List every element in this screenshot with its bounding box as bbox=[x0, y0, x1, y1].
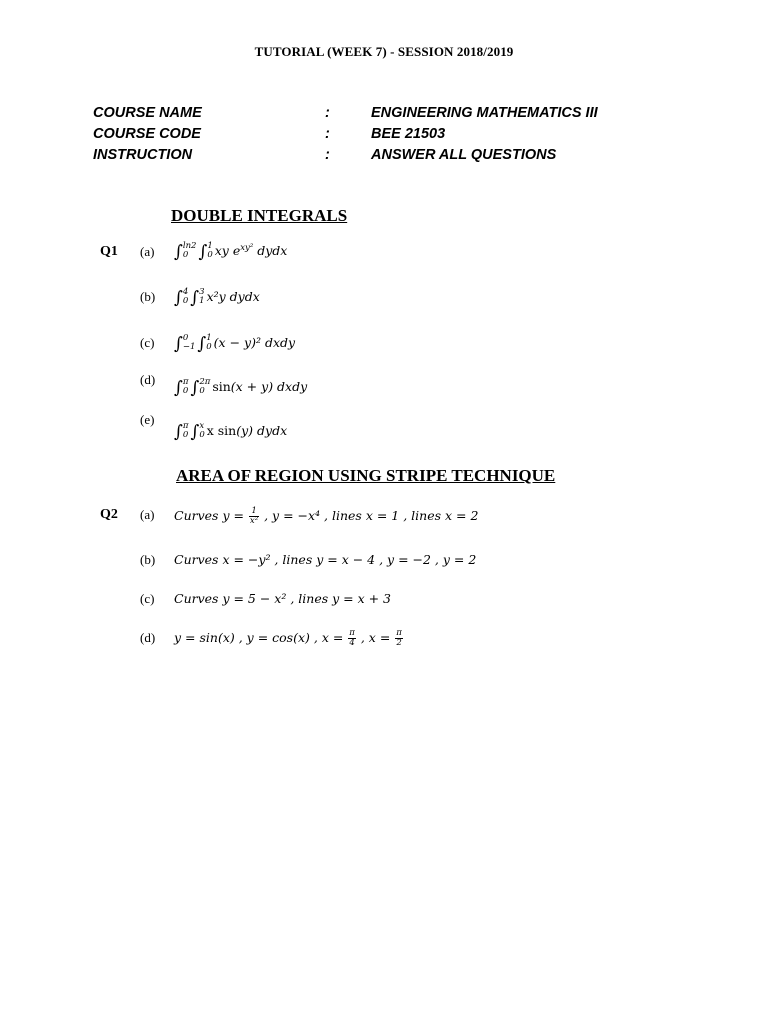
upper-limit: 2π bbox=[199, 376, 211, 387]
info-label: INSTRUCTION bbox=[93, 147, 193, 163]
question-number: Q2 bbox=[100, 507, 118, 522]
numerator: π bbox=[349, 628, 355, 638]
lower-limit: 0 bbox=[206, 341, 212, 352]
integral-sign: ∫ bbox=[190, 288, 200, 308]
region-expression-c: Curves y = 5 − x² , lines y = x + 3 bbox=[174, 591, 392, 606]
part-label: (d) bbox=[140, 372, 156, 387]
lower-limit: 0 bbox=[199, 429, 205, 440]
info-value: ANSWER ALL QUESTIONS bbox=[371, 147, 557, 163]
info-colon: : bbox=[325, 147, 330, 163]
fraction bbox=[348, 629, 356, 648]
integral-sign: ∫ bbox=[198, 242, 208, 262]
info-value: ENGINEERING MATHEMATICS III bbox=[371, 105, 598, 121]
numerator: 1 bbox=[249, 507, 259, 517]
part-label: (c) bbox=[140, 591, 155, 606]
denominator: 4 bbox=[349, 638, 355, 648]
info-label: COURSE NAME bbox=[93, 105, 202, 121]
expression-text: Curves y = bbox=[174, 508, 248, 523]
integral-expression-a bbox=[174, 240, 287, 261]
part-label: (a) bbox=[140, 244, 155, 259]
section-title-double-integrals: DOUBLE INTEGRALS bbox=[171, 206, 348, 225]
region-expression-d bbox=[174, 629, 404, 648]
integrand: x²y dydx bbox=[206, 289, 260, 304]
lower-limit: 0 bbox=[182, 249, 189, 260]
expression-text: y = sin(x) , y = cos(x) , x = bbox=[174, 630, 348, 645]
integral-expression-b bbox=[174, 286, 260, 307]
section-title-area-of-region: AREA OF REGION USING STRIPE TECHNIQUE bbox=[176, 466, 556, 485]
integral-sign: ∫ bbox=[174, 422, 183, 442]
integrand: (x − y)² dxdy bbox=[213, 335, 296, 350]
lower-limit: 0 bbox=[182, 385, 189, 396]
integral-sign: ∫ bbox=[174, 334, 183, 354]
upper-limit: 0 bbox=[182, 332, 189, 343]
info-colon: : bbox=[325, 126, 330, 142]
info-row-course-name bbox=[93, 105, 733, 125]
expression-text: , y = −x⁴ , lines x = 1 , lines x = 2 bbox=[260, 508, 479, 523]
function-name: x sin bbox=[206, 423, 237, 438]
differential: dydx bbox=[253, 243, 288, 258]
function-name: sin bbox=[212, 379, 231, 394]
fraction bbox=[395, 629, 403, 648]
info-row-instruction bbox=[93, 147, 733, 167]
exponent: xy² bbox=[240, 243, 254, 253]
denominator: x² bbox=[249, 516, 259, 526]
region-expression-a bbox=[174, 507, 478, 526]
lower-limit: −1 bbox=[182, 341, 196, 352]
upper-limit: 4 bbox=[182, 286, 189, 297]
part-label: (b) bbox=[140, 552, 156, 567]
part-label: (e) bbox=[140, 412, 155, 427]
integral-sign: ∫ bbox=[190, 378, 200, 398]
integral-sign: ∫ bbox=[190, 422, 200, 442]
info-colon: : bbox=[325, 105, 330, 121]
integrand: (y) dydx bbox=[236, 423, 288, 438]
fraction bbox=[249, 507, 259, 526]
question-number: Q1 bbox=[100, 244, 118, 259]
upper-limit: x bbox=[199, 420, 205, 431]
integrand: (x + y) dxdy bbox=[230, 379, 308, 394]
part-label: (d) bbox=[140, 630, 156, 645]
part-label: (c) bbox=[140, 335, 155, 350]
part-label: (b) bbox=[140, 289, 156, 304]
info-row-course-code bbox=[93, 126, 733, 146]
integral-expression-c bbox=[174, 332, 295, 353]
numerator: π bbox=[396, 628, 402, 638]
expression-text: , x = bbox=[356, 630, 395, 645]
upper-limit: 1 bbox=[207, 240, 213, 251]
upper-limit: 1 bbox=[206, 332, 212, 343]
lower-limit: 0 bbox=[182, 295, 189, 306]
upper-limit: ln2 bbox=[182, 240, 197, 251]
integral-sign: ∫ bbox=[174, 242, 183, 262]
upper-limit: 3 bbox=[199, 286, 205, 297]
info-label: COURSE CODE bbox=[93, 126, 201, 142]
lower-limit: 1 bbox=[199, 295, 205, 306]
integral-sign: ∫ bbox=[197, 334, 207, 354]
denominator: 2 bbox=[396, 638, 402, 648]
upper-limit: π bbox=[182, 420, 189, 431]
lower-limit: 0 bbox=[182, 429, 189, 440]
part-label: (a) bbox=[140, 507, 155, 522]
region-expression-b: Curves x = −y² , lines y = x − 4 , y = −2 , y = 2 bbox=[174, 552, 477, 567]
info-value: BEE 21503 bbox=[371, 126, 446, 142]
document-title: TUTORIAL (WEEK 7) - SESSION 2018/2019 bbox=[254, 44, 514, 59]
integral-expression-d bbox=[174, 376, 307, 397]
integral-sign: ∫ bbox=[174, 288, 183, 308]
upper-limit: π bbox=[182, 376, 189, 387]
integrand: xy e bbox=[214, 243, 241, 258]
integral-expression-e bbox=[174, 420, 287, 441]
lower-limit: 0 bbox=[207, 249, 213, 260]
integral-sign: ∫ bbox=[174, 378, 183, 398]
lower-limit: 0 bbox=[199, 385, 205, 396]
